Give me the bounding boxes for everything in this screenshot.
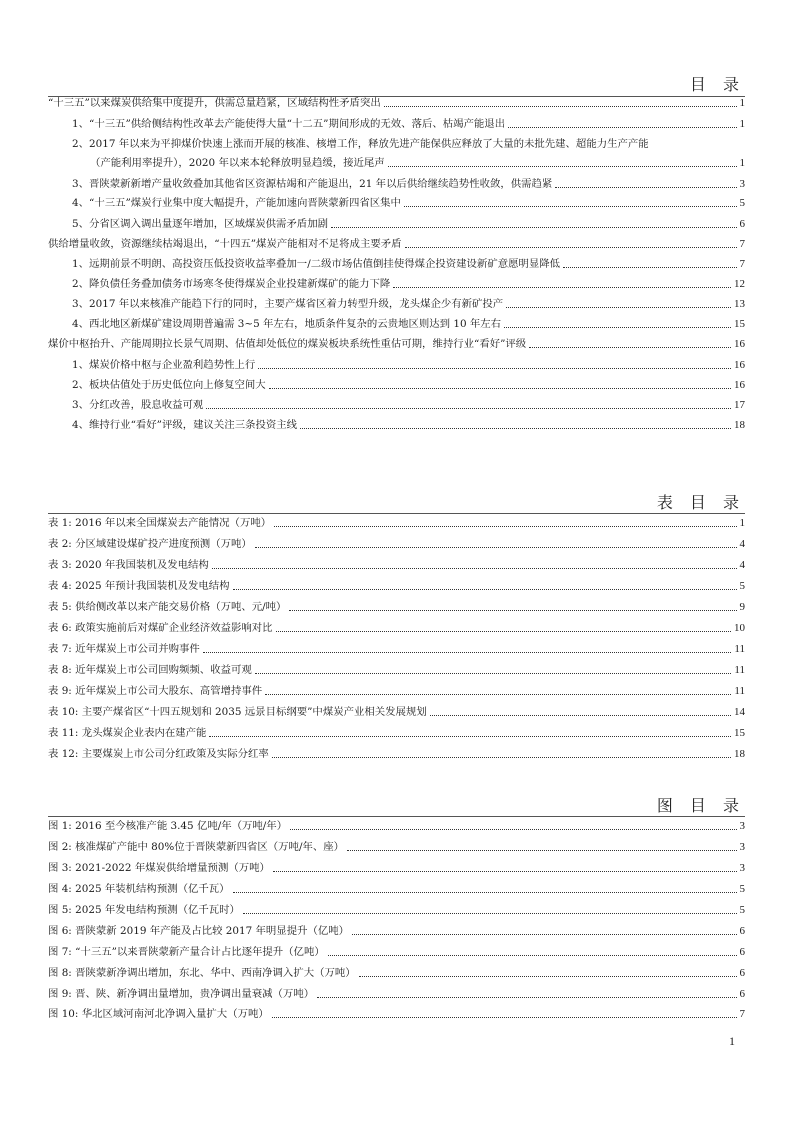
figures-rule (48, 816, 745, 817)
toc-entry[interactable]: 5、分省区调入调出量逐年增加，区域煤炭供需矛盾加剧 6 (72, 218, 745, 230)
toc-entry-continuation[interactable]: （产能利用率提升），2020 年以来本轮释放明显趋缓，接近尾声 1 (90, 157, 745, 169)
toc-entry[interactable]: 1、“十三五”供给侧结构性改革去产能使得大量“十二五”期间形成的无效、落后、枯竭产能退出 1 (72, 118, 745, 130)
toc-entry[interactable]: 1、远期前景不明朗、高投资压低投资收益率叠加一/二级市场估值倒挂使得煤企投资建设新矿意愿明显降低 7 (72, 258, 745, 270)
figure-entry[interactable]: 图 9: 晋、陕、新净调出量增加，贵净调出量衰减（万吨） 6 (48, 988, 745, 1000)
tables-title: 表 目 录 (656, 493, 745, 512)
figure-entry[interactable]: 图 2: 核准煤矿产能中 80%位于晋陕蒙新四省区（万吨/年、座） 3 (48, 841, 745, 853)
table-entry[interactable]: 表 4: 2025 年预计我国装机及发电结构 5 (48, 580, 745, 592)
figures-title: 图 目 录 (656, 796, 745, 815)
table-entry[interactable]: 表 10: 主要产煤省区“十四五规划和 2035 远景目标纲要”中煤炭产业相关发展规划 14 (48, 706, 745, 718)
toc-entry[interactable]: 煤价中枢抬升、产能周期拉长景气周期、估值却处低位的煤炭板块系统性重估可期，维持行业“看好”评级 16 (48, 338, 745, 350)
toc-entry[interactable]: 1、煤炭价格中枢与企业盈利趋势性上行 16 (72, 359, 745, 371)
figure-entry[interactable]: 图 1: 2016 至今核准产能 3.45 亿吨/年（万吨/年） 3 (48, 820, 745, 832)
figure-entry[interactable]: 图 5: 2025 年发电结构预测（亿千瓦时） 5 (48, 904, 745, 916)
toc-entry[interactable]: 2、2017 年以来为平抑煤价快速上涨而开展的核准、核增工作，释放先进产能保供应释放了大量的未批先建、超能力生产产能 (72, 138, 649, 150)
table-entry[interactable]: 表 2: 分区域建设煤矿投产进度预测（万吨） 4 (48, 538, 745, 550)
figure-entry[interactable]: 图 4: 2025 年装机结构预测（亿千瓦） 5 (48, 883, 745, 895)
figure-entry[interactable]: 图 10: 华北区域河南河北净调入量扩大（万吨） 7 (48, 1008, 745, 1020)
toc-entry[interactable]: 4、西北地区新煤矿建设周期普遍需 3~5 年左右，地质条件复杂的云贵地区则达到 10 年左右 15 (72, 318, 745, 330)
toc-entry[interactable]: 2、板块估值处于历史低位向上修复空间大 16 (72, 379, 745, 391)
figure-entry[interactable]: 图 3: 2021-2022 年煤炭供给增量预测（万吨） 3 (48, 862, 745, 874)
figure-entry[interactable]: 图 6: 晋陕蒙新 2019 年产能及占比较 2017 年明显提升（亿吨） 6 (48, 925, 745, 937)
table-entry[interactable]: 表 3: 2020 年我国装机及发电结构 4 (48, 559, 745, 571)
toc-entry[interactable]: 4、维持行业“看好”评级，建议关注三条投资主线 18 (72, 419, 745, 431)
toc-entry[interactable]: 供给增量收敛，资源继续枯竭退出，“十四五”煤炭产能相对不足将成主要矛盾 7 (48, 238, 745, 250)
toc-entry[interactable]: 4、“十三五”煤炭行业集中度大幅提升，产能加速向晋陕蒙新四省区集中 5 (72, 197, 745, 209)
table-entry[interactable]: 表 11: 龙头煤炭企业表内在建产能 15 (48, 727, 745, 739)
table-entry[interactable]: 表 1: 2016 年以来全国煤炭去产能情况（万吨） 1 (48, 517, 745, 529)
table-entry[interactable]: 表 12: 主要煤炭上市公司分红政策及实际分红率 18 (48, 748, 745, 760)
toc-entry[interactable]: 3、2017 年以来核准产能趋下行的同时，主要产煤省区着力转型升级，龙头煤企少有新矿投产 13 (72, 298, 745, 310)
table-entry[interactable]: 表 7: 近年煤炭上市公司并购事件 11 (48, 643, 745, 655)
table-entry[interactable]: 表 8: 近年煤炭上市公司回购频频、收益可观 11 (48, 664, 745, 676)
toc-entry[interactable]: “十三五”以来煤炭供给集中度提升，供需总量趋紧，区域结构性矛盾突出 1 (48, 97, 745, 109)
toc-entry[interactable]: 3、晋陕蒙新新增产量收敛叠加其他省区资源枯竭和产能退出，21 年以后供给继续趋势性收敛，供需趋紧 3 (72, 178, 745, 190)
toc-title: 目 录 (689, 75, 745, 94)
page-number: 1 (729, 1034, 735, 1048)
figure-entry[interactable]: 图 7: “十三五”以来晋陕蒙新产量合计占比逐年提升（亿吨） 6 (48, 946, 745, 958)
table-entry[interactable]: 表 6: 政策实施前后对煤矿企业经济效益影响对比 10 (48, 622, 745, 634)
toc-entry[interactable]: 2、降负债任务叠加债务市场寒冬使得煤炭企业投建新煤矿的能力下降 12 (72, 278, 745, 290)
toc-entry[interactable]: 3、分红改善，股息收益可观 17 (72, 399, 745, 411)
tables-rule (48, 513, 745, 514)
figure-entry[interactable]: 图 8: 晋陕蒙新净调出增加，东北、华中、西南净调入扩大（万吨） 6 (48, 967, 745, 979)
table-entry[interactable]: 表 9: 近年煤炭上市公司大股东、高管增持事件 11 (48, 685, 745, 697)
table-entry[interactable]: 表 5: 供给侧改革以来产能交易价格（万吨、元/吨） 9 (48, 601, 745, 613)
